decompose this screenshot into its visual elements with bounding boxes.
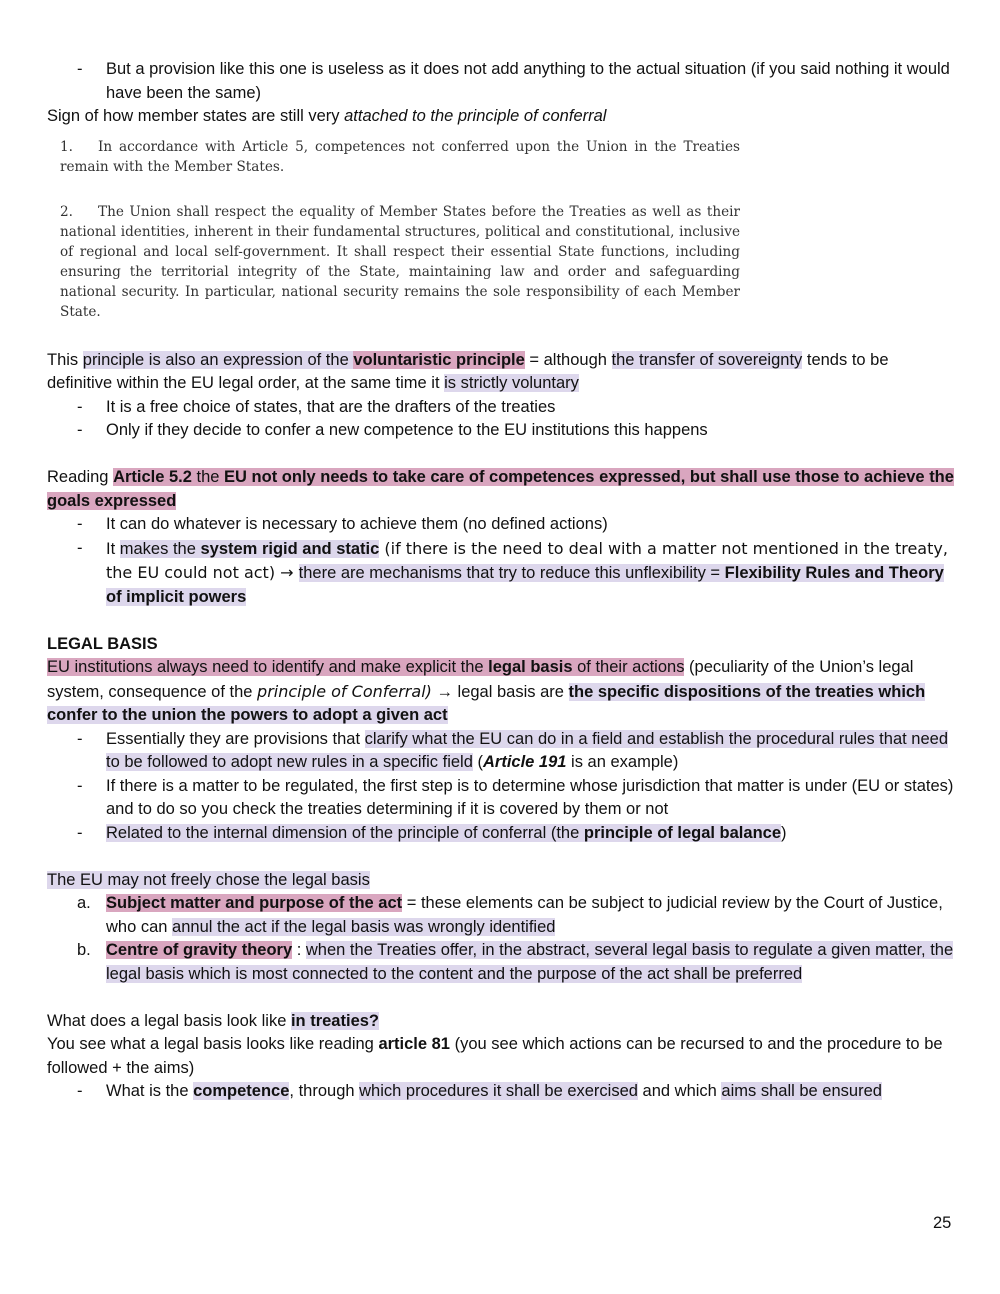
text: = these elements can be subject to judicial review by the Court of Justice, who can [106, 894, 943, 936]
voluntaristic-paragraph [47, 349, 957, 396]
bullet-marker: - [77, 538, 83, 557]
section-heading-legal-basis: LEGAL BASIS [47, 634, 158, 653]
text: tends to be definitive within the EU legal order, at the same time it [47, 350, 889, 392]
bullet-only-if [47, 419, 957, 443]
bullet-text: But a provision like this one is useless as it does not add anything to the actual situation (if you said nothing it would have been the same) [106, 60, 950, 102]
highlight-bold: Centre of gravity theory [106, 941, 293, 959]
highlight: the transfer of sovereignty [611, 350, 803, 369]
bullet-rigid-static [47, 537, 957, 610]
bullet-whatever-necessary [47, 513, 957, 537]
text: You see what a legal basis looks like reading [47, 1035, 379, 1053]
highlight: of their actions [572, 658, 685, 676]
text: Reading [47, 468, 114, 486]
bullet-competence [47, 1080, 957, 1104]
highlight: annul the act if the legal basis was wrongly identified [172, 917, 556, 936]
sign-paragraph [47, 105, 957, 129]
bullet-useless-provision [47, 58, 957, 105]
text: and which [637, 1082, 722, 1100]
bullet-marker: - [77, 515, 83, 533]
bullet-text: If there is a matter to be regulated, the first step is to determine whose jurisdiction that matter is under (EU or states) and to do so you check the treaties determining if it is covered by them or not [106, 776, 954, 818]
treaties-question [47, 1010, 957, 1034]
quote-paragraph-1 [60, 137, 740, 177]
text: is an example) [566, 753, 679, 771]
quote-num-2: 2. [60, 203, 73, 220]
highlight: aims shall be ensured [721, 1082, 882, 1100]
highlight-bold: competence [193, 1082, 290, 1100]
highlight: makes the [119, 539, 201, 558]
bullet-marker: - [77, 397, 83, 416]
text: = although [524, 350, 612, 369]
highlight: is strictly voluntary [444, 374, 579, 392]
italic-alt-font: principle of Conferral) [257, 681, 432, 701]
bullet-provisions [47, 728, 957, 775]
treaties-paragraph [47, 1033, 957, 1080]
text: → legal basis are [431, 682, 569, 701]
quote-num-1: 1. [60, 138, 73, 155]
bullet-marker: - [77, 729, 83, 748]
text: ( [472, 753, 483, 771]
highlight: when the Treaties offer, in the abstract, several legal basis to regulate a given matter, the legal basis which is most connected to the content and the purpose of the act shall be preferred [106, 941, 954, 983]
article52-paragraph [47, 466, 957, 513]
bold-italic: Article 191 [482, 753, 567, 771]
highlight-bold: principle of legal balance [583, 823, 781, 842]
highlight-bold: voluntaristic principle [353, 350, 525, 369]
bullet-marker: - [77, 823, 83, 842]
page-number: 25 [933, 1214, 952, 1232]
highlight: the [191, 468, 225, 486]
bullet-text: It can do whatever is necessary to achieve them (no defined actions) [106, 515, 608, 533]
document-page [47, 58, 957, 1104]
text: (peculiarity of the Union’s legal system, consequence of the [47, 658, 914, 701]
highlight: clarify what the EU can do in a field and establish the procedural rules that need to be followed to adopt new rules in a specific field [106, 729, 948, 771]
list-marker-a: a. [77, 894, 91, 912]
bullet-internal-dimension [47, 822, 957, 846]
highlight: Related to the internal dimension of the principle of conferral (the [106, 823, 584, 842]
text: , through [289, 1082, 360, 1100]
bullet-free-choice [47, 396, 957, 420]
highlight-bold: Article 5.2 [113, 468, 192, 486]
quote-text-1: In accordance with Article 5, competences not conferred upon the Union in the Treaties remain with the Member States. [60, 138, 740, 175]
highlight-bold: the specific dispositions of the treaties which confer to the union the powers to adopt a given act [47, 682, 926, 724]
bullet-marker: - [77, 1082, 83, 1100]
highlight: principle is also an expression of the [82, 350, 354, 369]
text: : [292, 941, 306, 959]
highlight: EU institutions always need to identify and make explicit the [47, 658, 489, 676]
quote-paragraph-2 [60, 202, 740, 322]
bullet-marker: - [77, 776, 83, 795]
highlight: which procedures it shall be exercised [359, 1082, 638, 1100]
bullet-jurisdiction [47, 775, 957, 822]
text: What is the [106, 1082, 194, 1100]
sign-italic: attached to the principle of conferral [344, 107, 607, 125]
text-alt-font: (if there is the need to deal with a matter not mentioned in the treaty, the EU could not act) → [106, 538, 948, 582]
highlight-bold: system rigid and static [200, 539, 380, 558]
list-item-a [47, 892, 957, 939]
sign-text: Sign of how member states are still very [47, 107, 345, 125]
bullet-text: Only if they decide to confer a new competence to the EU institutions this happens [106, 421, 708, 439]
text: This [47, 350, 83, 369]
highlight: there are mechanisms that try to reduce this unflexibility = [298, 564, 725, 582]
text: Essentially they are provisions that [106, 729, 365, 748]
highlight-bold: legal basis [488, 658, 573, 676]
treaty-quote-image [60, 137, 740, 322]
highlight: The EU may not freely chose the legal basis [47, 870, 370, 889]
highlight-bold: in treaties? [290, 1011, 379, 1030]
bullet-marker: - [77, 60, 83, 78]
list-marker-b: b. [77, 941, 91, 959]
bold: article 81 [378, 1035, 450, 1053]
text: It [106, 539, 120, 558]
list-item-b [47, 939, 957, 986]
bullet-text: It is a free choice of states, that are the drafters of the treaties [106, 397, 556, 416]
text: ) [781, 823, 787, 842]
highlight-bold: Flexibility Rules and Theory of implicit powers [106, 564, 944, 606]
highlight-bold: EU not only needs to take care of competences expressed, but shall use those to achieve the goals expressed [47, 468, 954, 510]
highlight-bold: Subject matter and purpose of the act [106, 894, 403, 912]
choice-paragraph [47, 869, 957, 893]
bullet-marker: - [77, 421, 83, 439]
legal-basis-paragraph [47, 656, 957, 728]
text: (you see which actions can be recursed to and the procedure to be followed + the aims) [47, 1035, 943, 1077]
quote-text-2: The Union shall respect the equality of Member States before the Treaties as well as their national identities, inherent in their fundamental structures, political and constitutional, inclusive of regional and local self-government. It shall respect their essential State functions, including ensuring the territorial integrity of the State, maintaining law and order and safeguarding national security. In particular, national security remains the sole responsibility of each Member State. [60, 203, 740, 320]
text: What does a legal basis look like [47, 1011, 291, 1030]
